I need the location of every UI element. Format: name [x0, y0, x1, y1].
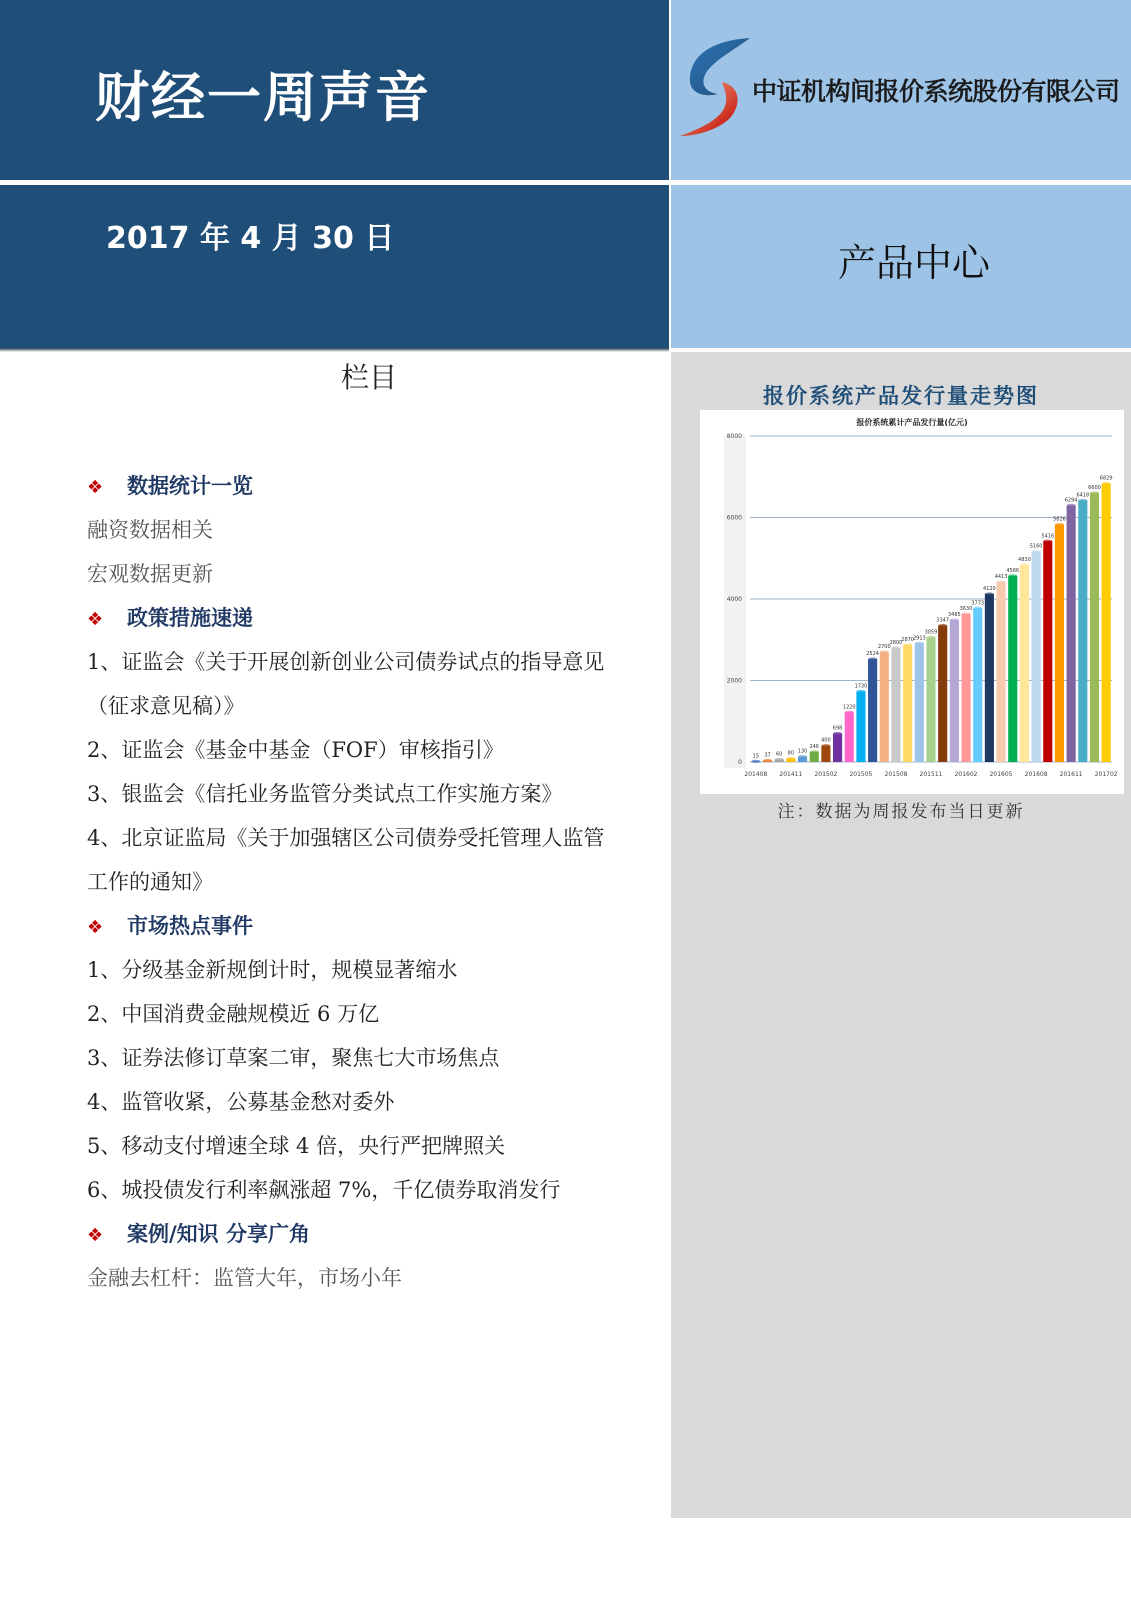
- bar-top: [915, 642, 924, 645]
- x-tick-label: 201408: [744, 771, 768, 778]
- bar-value-label: 4566: [1006, 567, 1020, 574]
- toc-item: 金融去杠杆：监管大年，市场小年: [87, 1266, 402, 1290]
- bar-value-label: 37: [764, 752, 771, 759]
- issuance-chart-container: [700, 410, 1124, 794]
- bar-top: [751, 760, 760, 763]
- section-title-data-stats: [87, 470, 253, 500]
- x-tick-label: 201702: [1094, 771, 1118, 778]
- bar-top: [786, 757, 795, 760]
- bar-top: [985, 593, 994, 596]
- bar-top: [856, 690, 865, 693]
- bar-top: [926, 636, 935, 639]
- x-tick-label: 201508: [884, 771, 908, 778]
- toc-item: 4、北京证监局《关于加强辖区公司债券受托管理人监管: [87, 826, 605, 850]
- toc-item: 6、城投债发行利率飙涨超 7%，千亿债券取消发行: [87, 1178, 561, 1202]
- bar-value-label: 2800: [889, 639, 903, 646]
- bar: [880, 652, 889, 762]
- bar-value-label: 15: [752, 753, 760, 760]
- bar-value-label: 5416: [1041, 533, 1055, 540]
- toc-item: 3、证券法修订草案二审，聚焦七大市场焦点: [87, 1046, 500, 1070]
- bar-top: [810, 750, 819, 753]
- bar-top: [821, 744, 830, 747]
- bar-value-label: 246: [809, 743, 819, 750]
- bar: [821, 746, 830, 762]
- diamond-bullet-icon: ❖: [87, 609, 104, 630]
- bar: [997, 582, 1006, 762]
- bar: [856, 692, 865, 762]
- bar-top: [1008, 574, 1017, 577]
- bar-value-label: 6418: [1076, 492, 1090, 499]
- bar-value-label: 3773: [971, 600, 985, 607]
- bar-top: [997, 581, 1006, 584]
- bar-top: [868, 658, 877, 661]
- bar-value-label: 130: [797, 748, 808, 755]
- bar-top: [763, 759, 772, 762]
- section-title-text: 政策措施速递: [127, 606, 253, 630]
- header-date-band: [0, 185, 669, 348]
- bar: [1008, 576, 1017, 762]
- diamond-bullet-icon: ❖: [87, 1225, 104, 1246]
- toc-item: 工作的通知》: [87, 870, 213, 894]
- bar: [1043, 541, 1052, 762]
- section-title-market-events: [87, 910, 253, 940]
- company-logo-icon: [672, 32, 764, 142]
- bar-value-label: 2700: [877, 643, 891, 650]
- x-tick-label: 201602: [954, 771, 978, 778]
- bar-top: [903, 643, 912, 646]
- bar: [961, 614, 970, 762]
- bar: [1078, 500, 1087, 762]
- x-tick-label: 201511: [919, 771, 943, 778]
- section-title-case-study: [87, 1218, 310, 1248]
- company-name: 中证机构间报价系统股份有限公司: [752, 77, 1120, 106]
- bar-top: [798, 755, 807, 758]
- bar: [1067, 506, 1076, 762]
- bar-value-label: 1220: [842, 704, 856, 711]
- bar: [891, 648, 900, 762]
- x-tick-label: 201608: [1024, 771, 1048, 778]
- bar-top: [961, 612, 970, 615]
- bar-value-label: 6829: [1099, 475, 1113, 482]
- bar-value-label: 2870: [901, 637, 915, 644]
- bar-top: [1078, 499, 1087, 502]
- page-title: 财经一周声音: [95, 66, 431, 129]
- bar: [833, 734, 842, 762]
- bar: [1020, 565, 1029, 762]
- y-tick-label: 0: [738, 759, 742, 766]
- bar: [845, 712, 854, 762]
- bar: [903, 645, 912, 762]
- x-tick-label: 201502: [814, 771, 838, 778]
- bar-top: [973, 607, 982, 610]
- bar: [950, 620, 959, 762]
- toc-item: 4、监管收紧，公募基金愁对委外: [87, 1090, 395, 1114]
- bar: [1090, 493, 1099, 762]
- bar: [868, 659, 877, 762]
- toc-item: 1、分级基金新规倒计时，规模显著缩水: [87, 958, 458, 982]
- bar-top: [1102, 482, 1111, 485]
- bar-top: [891, 646, 900, 649]
- toc-heading: 栏目: [340, 361, 397, 394]
- y-tick-label: 4000: [726, 596, 742, 603]
- bar-value-label: 4120: [983, 586, 996, 593]
- bar: [1032, 552, 1041, 762]
- bar-value-label: 6294: [1064, 497, 1078, 504]
- x-tick-label: 201605: [989, 771, 1013, 778]
- toc-item: 融资数据相关: [87, 518, 213, 542]
- y-tick-label: 2000: [726, 677, 742, 685]
- bar-value-label: 60: [776, 751, 783, 758]
- x-tick-label: 201411: [779, 771, 803, 778]
- bar-top: [775, 758, 784, 761]
- toc-item: 3、银监会《信托业务监管分类试点工作实施方案》: [87, 782, 563, 806]
- toc-item: 5、移动支付增速全球 4 倍，央行严把牌照关: [87, 1134, 506, 1158]
- toc-item: 宏观数据更新: [87, 562, 213, 586]
- bar-top: [938, 624, 947, 627]
- bar: [926, 637, 935, 762]
- bar-top: [1055, 523, 1064, 526]
- chart-title: 报价系统累计产品发行量(亿元): [856, 418, 968, 427]
- bar-value-label: 80: [787, 750, 795, 757]
- issuance-bar-chart: [700, 410, 1124, 794]
- toc-item: （征求意见稿）》: [87, 694, 245, 718]
- bar-value-label: 4830: [1018, 557, 1031, 564]
- issue-date: 2017 年 4 月 30 日: [106, 221, 395, 256]
- y-tick-label: 6000: [726, 514, 742, 522]
- section-title-text: 市场热点事件: [127, 914, 253, 938]
- bar: [915, 643, 924, 762]
- bar-top: [1043, 540, 1052, 543]
- bar-top: [880, 650, 889, 653]
- department-name: 产品中心: [838, 241, 991, 285]
- bar-value-label: 2524: [866, 651, 879, 658]
- bar: [985, 594, 994, 762]
- diamond-bullet-icon: ❖: [87, 477, 104, 498]
- bar-value-label: 5826: [1053, 516, 1066, 523]
- bar-value-label: 2913: [912, 635, 926, 642]
- bar: [1055, 525, 1064, 762]
- section-title-policy: [87, 602, 253, 632]
- bar: [973, 608, 982, 762]
- bar: [938, 626, 947, 762]
- chart-note: 注：数据为周报发布当日更新: [777, 802, 1025, 822]
- bar-value-label: 3059: [924, 629, 938, 636]
- toc-item: 2、证监会《基金中基金（FOF）审核指引》: [87, 738, 504, 762]
- bar-top: [833, 732, 842, 735]
- bar-value-label: 698: [832, 725, 843, 732]
- bar-value-label: 5160: [1029, 543, 1043, 550]
- bar-top: [1067, 504, 1076, 507]
- bar-value-label: 6600: [1088, 485, 1101, 492]
- bar-value-label: 3630: [959, 606, 973, 613]
- bar-value-label: 400: [821, 737, 831, 744]
- bar-top: [1032, 550, 1041, 553]
- bar: [1102, 484, 1111, 762]
- bar-value-label: 3347: [936, 617, 950, 624]
- y-tick-label: 8000: [726, 433, 742, 440]
- x-tick-label: 201505: [849, 771, 873, 778]
- section-title-text: 案例/知识 分享广角: [127, 1222, 310, 1246]
- bar-top: [1020, 564, 1029, 567]
- bar-value-label: 1730: [854, 683, 868, 690]
- bar-top: [1090, 491, 1099, 494]
- header-divider: [0, 348, 669, 352]
- x-tick-label: 201611: [1059, 771, 1083, 778]
- bar-value-label: 4413: [994, 574, 1008, 581]
- toc-item: 2、中国消费金融规模近 6 万亿: [87, 1002, 380, 1026]
- bar-value-label: 3485: [947, 611, 961, 618]
- toc-item: 1、证监会《关于开展创新创业公司债券试点的指导意见: [87, 650, 605, 674]
- bar-top: [950, 618, 959, 621]
- chart-heading: 报价系统产品发行量走势图: [763, 383, 1039, 408]
- diamond-bullet-icon: ❖: [87, 917, 104, 938]
- section-title-text: 数据统计一览: [127, 474, 253, 498]
- bar-top: [845, 711, 854, 714]
